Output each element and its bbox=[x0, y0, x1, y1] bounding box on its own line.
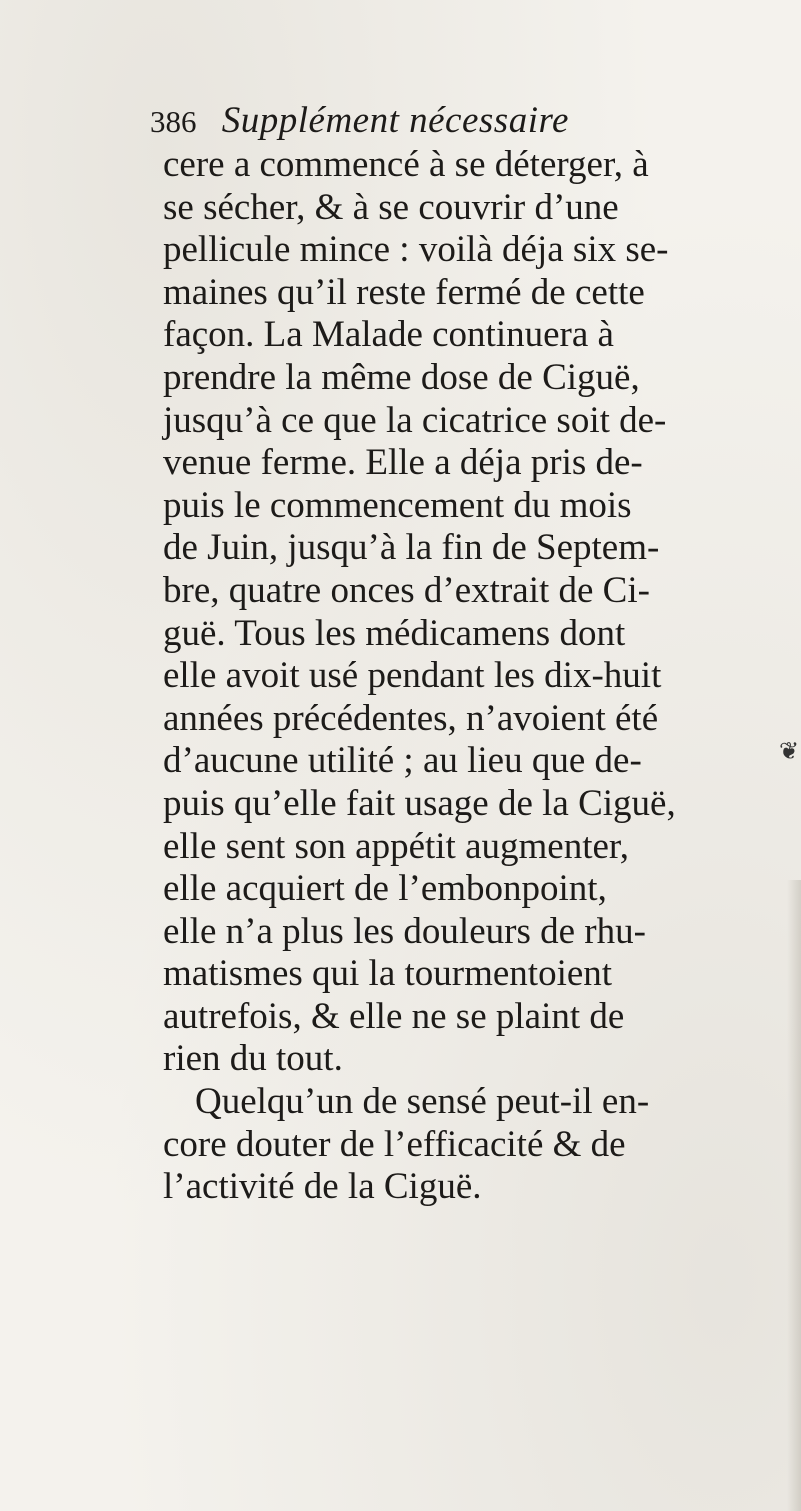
text-line: pellicule mince : voilà déja six se- bbox=[163, 229, 669, 271]
text-line: core douter de l’efficacité & de bbox=[163, 1123, 626, 1165]
text-line: bre, quatre onces d’extrait de Ci- bbox=[163, 569, 650, 611]
text-line: l’activité de la Ciguë. bbox=[163, 1166, 482, 1208]
text-line: se sécher, & à se couvrir d’une bbox=[163, 186, 619, 228]
text-line: rien du tout. bbox=[163, 1038, 343, 1080]
text-line: elle acquiert de l’embonpoint, bbox=[163, 868, 607, 910]
page-edge-shadow bbox=[787, 880, 801, 1511]
text-line: de Juin, jusqu’à la fin de Septem- bbox=[163, 527, 660, 569]
text-line: matismes qui la tourmentoient bbox=[163, 953, 613, 995]
page-number: 386 bbox=[150, 104, 197, 139]
text-line: puis le commencement du mois bbox=[163, 484, 632, 526]
text-line: maines qu’il reste fermé de cette bbox=[163, 271, 645, 313]
text-line: prendre la même dose de Ciguë, bbox=[163, 356, 640, 398]
running-title: Supplément nécessaire bbox=[221, 100, 569, 141]
text-line: cere a commencé à se déterger, à bbox=[163, 144, 649, 185]
text-line: jusqu’à ce que la cicatrice soit de- bbox=[163, 399, 667, 441]
paragraph-start-line: Quelqu’un de sensé peut-il en- bbox=[195, 1081, 650, 1123]
text-line: elle sent son appétit augmenter, bbox=[163, 825, 630, 867]
text-line: elle avoit usé pendant les dix-huit bbox=[163, 655, 662, 697]
body-text bbox=[163, 144, 763, 1209]
text-line: années précédentes, n’avoient été bbox=[163, 697, 659, 739]
text-line: façon. La Malade continuera à bbox=[163, 314, 614, 356]
page-header bbox=[150, 96, 750, 146]
text-line: puis qu’elle fait usage de la Ciguë, bbox=[163, 782, 676, 824]
text-line: autrefois, & elle ne se plaint de bbox=[163, 995, 625, 1037]
margin-mark: ❦ bbox=[779, 737, 800, 765]
text-line: guë. Tous les médicamens dont bbox=[163, 612, 626, 654]
text-line: elle n’a plus les douleurs de rhu- bbox=[163, 910, 646, 952]
text-line: d’aucune utilité ; au lieu que de- bbox=[163, 740, 642, 782]
text-line: venue ferme. Elle a déja pris de- bbox=[163, 442, 643, 484]
